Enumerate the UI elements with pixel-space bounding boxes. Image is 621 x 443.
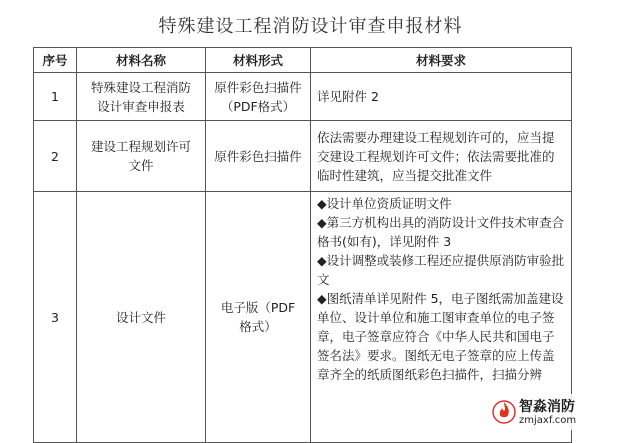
watermark-brand: 智淼消防 <box>519 399 575 415</box>
row-requirement <box>311 121 572 192</box>
requirement-line: ◆第三方机构出具的消防设计文件技术审查合格书(如有)，详见附件 3 <box>317 215 565 249</box>
requirement-line: ◆图纸清单详见附件 5，电子图纸需加盖建设单位、设计单位和施工图审查单位的电子签章，电子签章应符合《中华人民共和国电子签名法》要求。图纸无电子签章的应上传盖章齐全的纸质图纸彩色扫描件，扫描分辨 <box>317 291 564 382</box>
row-name: 设计文件 <box>77 192 206 443</box>
table-header-row <box>34 48 572 73</box>
row-requirement <box>311 73 572 121</box>
header-requirement: 材料要求 <box>311 48 572 73</box>
row-name: 建设工程规划许可文件 <box>77 121 206 192</box>
flame-logo-icon <box>491 398 517 424</box>
page-title: 特殊建设工程消防设计审查申报材料 <box>158 16 463 37</box>
row-no: 2 <box>34 121 77 192</box>
row-no: 3 <box>34 192 77 443</box>
row-form: 电子版（PDF格式） <box>206 192 311 443</box>
materials-table <box>33 47 572 443</box>
requirement-line: ◆设计调整或装修工程还应提供原消防审验批文 <box>317 253 565 287</box>
row-name: 特殊建设工程消防设计审查申报表 <box>77 73 206 121</box>
header-no: 序号 <box>34 48 77 73</box>
header-name: 材料名称 <box>77 48 206 73</box>
table-row <box>34 121 572 192</box>
row-form: 原件彩色扫描件（PDF格式） <box>206 73 311 121</box>
header-form: 材料形式 <box>206 48 311 73</box>
watermark <box>491 394 609 430</box>
watermark-url: zmjaxf.com <box>519 415 577 426</box>
table-row <box>34 73 572 121</box>
row-form: 原件彩色扫描件 <box>206 121 311 192</box>
row-no: 1 <box>34 73 77 121</box>
requirement-line: ◆设计单位资质证明文件 <box>317 196 452 211</box>
requirement-line: 详见附件 2 <box>317 89 379 104</box>
requirement-line: 依法需要办理建设工程规划许可的，应当提交建设工程规划许可文件；依法需要批准的临时性建筑，应当提交批准文件 <box>317 129 555 183</box>
